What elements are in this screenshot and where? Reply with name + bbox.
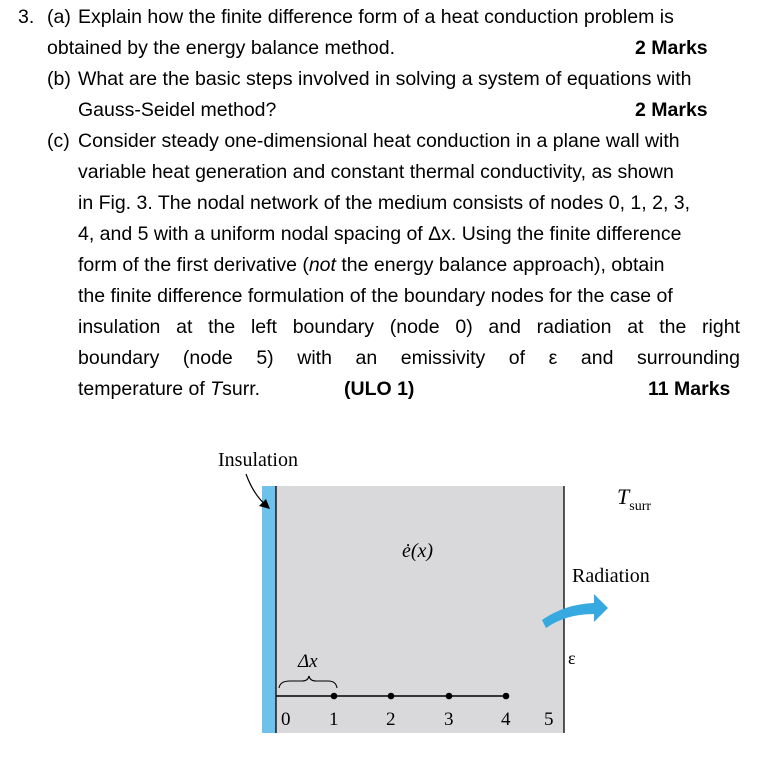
part-c-line-5-emphasis: not [308,254,336,276]
part-c-line-2: variable heat generation and constant thermal conductivity, as shown [78,161,674,183]
part-b-line-1: What are the basic steps involved in solving a system of equations with [78,68,692,90]
part-c-marks: 11 Marks [648,378,731,400]
insulation-strip [262,486,276,733]
part-c-line-7: insulation at the left boundary (node 0) and radiation at the right [78,316,740,338]
part-c-line-6: the finite difference formulation of the boundary nodes for the case of [78,285,673,307]
node-label-2: 2 [386,709,396,730]
part-c-line-5-post: the energy balance approach), obtain [335,254,665,276]
node-3-dot [446,693,453,700]
node-4-dot [503,693,510,700]
part-c-line-3: in Fig. 3. The nodal network of the medium consists of nodes 0, 1, 2, 3, [78,192,691,214]
tsurr-T: T [617,484,630,509]
node-label-3: 3 [444,709,454,730]
node-label-5: 5 [544,709,554,730]
part-c-line-4: 4, and 5 with a uniform nodal spacing of Δx. Using the finite difference [78,223,682,245]
part-c-line-5-pre: form of the first derivative ( [78,254,309,276]
question-number: 3. [18,6,35,28]
node-2-dot [388,693,395,700]
heat-generation-label: ė(x) [402,540,434,562]
emissivity-label: ε [568,648,576,668]
part-b-line-2: Gauss-Seidel method? [78,99,277,121]
part-c-line-8: boundary (node 5) with an emissivity of ε and surrounding [78,347,740,369]
delta-x-label: Δx [298,651,318,672]
part-a-line-2: obtained by the energy balance method. [47,37,396,59]
part-b-label: (b) [47,68,71,90]
node-label-0: 0 [281,709,291,730]
part-a-marks: 2 Marks [635,37,708,59]
part-c-line-9-pre: temperature of [78,378,211,400]
tsurr-subscript: surr [629,499,652,514]
node-label-1: 1 [329,709,339,730]
part-a-line-1: Explain how the finite difference form of a heat conduction problem is [78,6,674,28]
part-b-marks: 2 Marks [635,99,708,121]
node-1-dot [331,693,338,700]
insulation-label: Insulation [218,449,298,471]
part-a-label: (a) [47,6,71,28]
part-c-line-9-post: surr. [222,378,261,400]
part-c-line-1: Consider steady one-dimensional heat conduction in a plane wall with [78,130,680,152]
tsurr-label [617,484,651,514]
part-c-line-9-emphasis: T [210,378,223,400]
part-c-label: (c) [47,130,70,152]
part-c-ulo: (ULO 1) [344,378,415,400]
radiation-label: Radiation [572,565,650,587]
node-label-4: 4 [501,709,511,730]
